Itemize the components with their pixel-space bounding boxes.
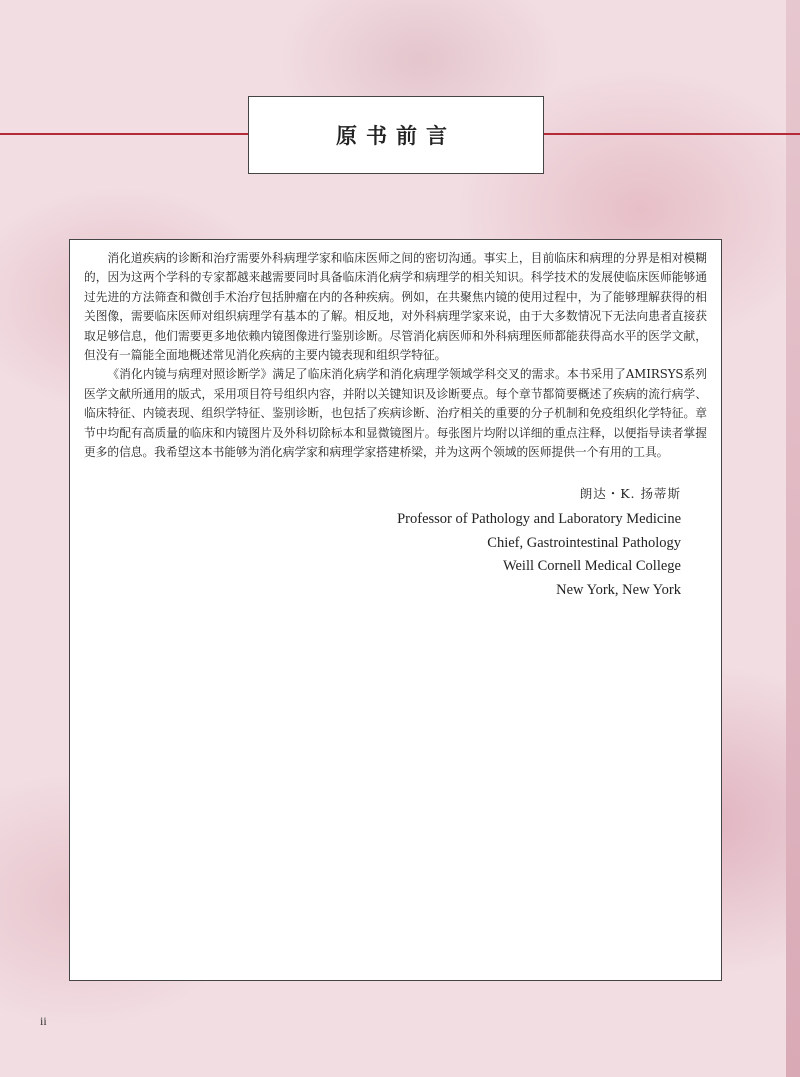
author-location: New York, New York bbox=[556, 581, 681, 598]
page-title: 原书前言 bbox=[336, 124, 456, 148]
preface-content bbox=[69, 239, 722, 981]
heading-rule-left bbox=[0, 133, 248, 135]
signature-block bbox=[84, 482, 681, 602]
preface-paragraph-1: 消化道疾病的诊断和治疗需要外科病理学家和临床医师之间的密切沟通。事实上，目前临床和病理的分界是相对模糊的，因为这两个学科的专家都越来越需要同时具备临床消化病学和病理学的相关知识。科学技术的发展使临床医师能够通过先进的方法筛查和微创手术治疗包括肿瘤在内的各种疾病。例如，在共聚焦内镜的使用过程中，为了能够理解获得的相关图像，需要临床医师对组织病理学有基本的了解。相反地，对外科病理学家来说，由于大多数情况下无法向患者直接获取足够信息，他们需要更多地依赖内镜图像进行鉴别诊断。尽管消化病医师和外科病理医师都能获得高水平的医学文献，但没有一篇能全面地概述常见消化疾病的主要内镜表现和组织学特征。 bbox=[84, 251, 707, 363]
preface-paragraph-2: 《消化内镜与病理对照诊断学》满足了临床消化病学和消化病理学领域学科交叉的需求。本书采用了AMIRSYS系列医学文献所通用的版式，采用项目符号组织内容，并附以关键知识及诊断要点。每个章节都简要概述了疾病的流行病学、临床特征、内镜表现、组织学特征、鉴别诊断，也包括了疾病诊断、治疗相关的重要的分子机制和免疫组织化学特征。章节中均配有高质量的临床和内镜图片及外科切除标本和显微镜图片。每张图片均附以详细的重点注释，以便指导读者掌握更多的信息。我希望这本书能够为消化病学家和病理学家搭建桥梁，并为这两个领域的医师提供一个有用的工具。 bbox=[84, 367, 707, 460]
page-number: ii bbox=[40, 1014, 47, 1028]
page-edge-stripe bbox=[786, 0, 800, 1077]
heading-box bbox=[248, 96, 544, 174]
author-institution: Weill Cornell Medical College bbox=[502, 558, 681, 575]
author-title: Professor of Pathology and Laboratory Medicine bbox=[397, 511, 681, 528]
author-position: Chief, Gastrointestinal Pathology bbox=[487, 534, 681, 551]
heading-rule-right bbox=[544, 133, 800, 135]
author-name: 朗达・K. 扬蒂斯 bbox=[579, 486, 681, 502]
